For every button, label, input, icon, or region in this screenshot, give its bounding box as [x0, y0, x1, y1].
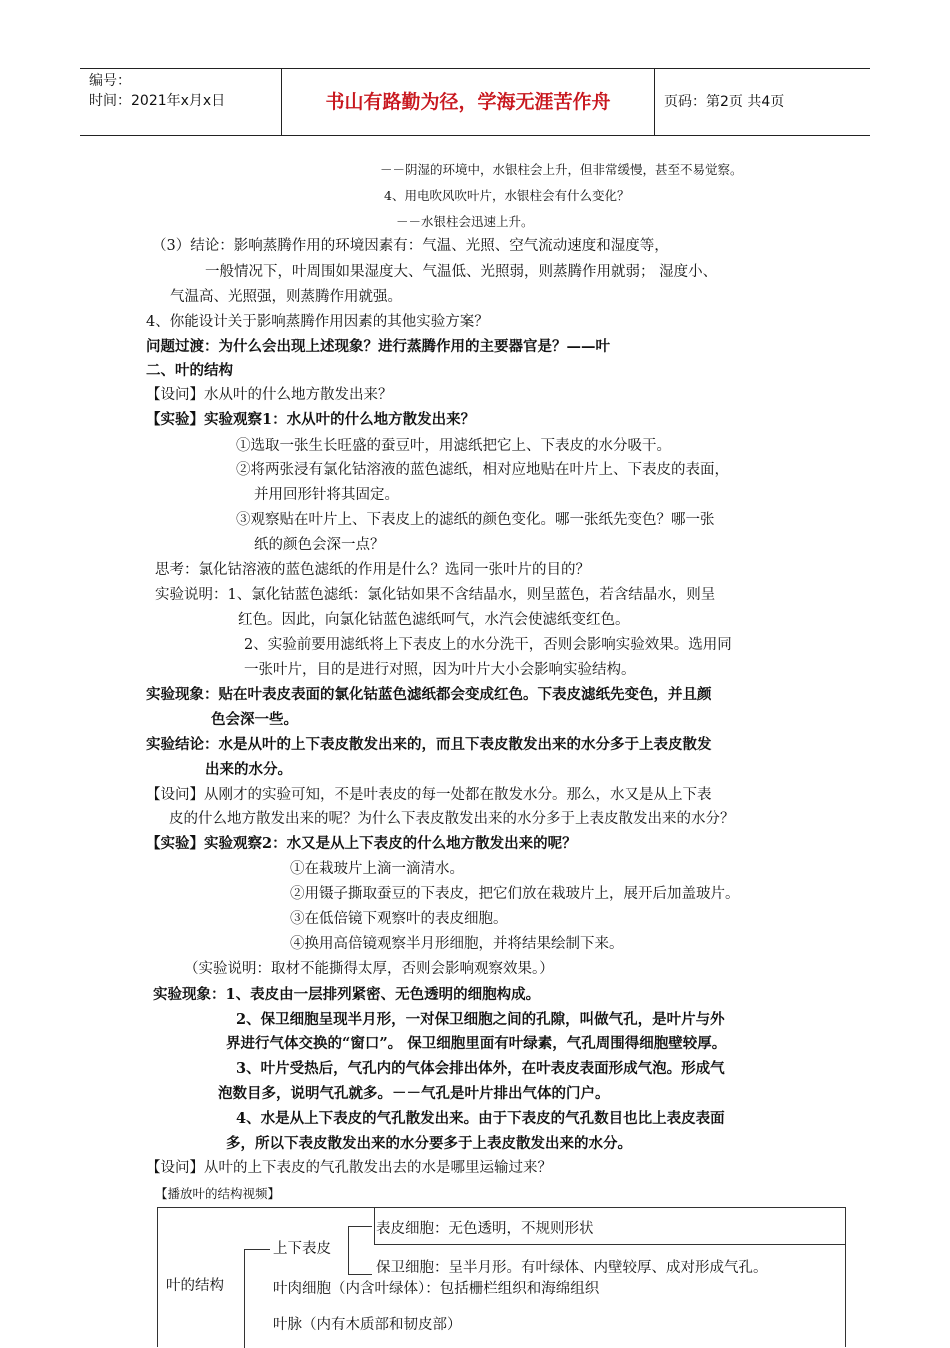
table-epidermal-cell: 表皮细胞：无色透明，不规则形状 — [376, 1221, 594, 1237]
experiment-phenomenon: 实验现象：1、表皮由一层排列紧密、无色透明的细胞构成。 — [153, 986, 541, 1003]
number-label: 编号： — [89, 73, 131, 89]
experiment-phenomenon: 实验现象：贴在叶表皮表面的氯化钴蓝色滤纸都会变成红色。下表皮滤纸先变色，并且颜 — [146, 686, 712, 703]
text-line: 出来的水分。 — [205, 761, 292, 778]
time-label: 时间：2021年x月x日 — [89, 93, 226, 109]
text-line: 一张叶片，目的是进行对照，因为叶片大小会影响实验结构。 — [244, 662, 636, 678]
text-line: 红色。因此，向氯化钴蓝色滤纸呵气，水汽会使滤纸变红色。 — [238, 612, 630, 628]
leaf-structure-table — [157, 1207, 846, 1347]
page-number: 页码：第2页 共4页 — [664, 94, 785, 110]
text-line: 多，所以下表皮散发出来的水分要多于上表皮散发出来的水分。 — [226, 1135, 632, 1152]
header-motto: 书山有路勤为径，学海无涯苦作舟 — [282, 69, 655, 135]
text-line: 色会深一些。 — [211, 711, 298, 728]
text-line: 4、你能设计关于影响蒸腾作用因素的其他实验方案？ — [146, 314, 489, 330]
text-line: 泡数目多，说明气孔就多。－－气孔是叶片排出气体的门户。 — [218, 1085, 610, 1102]
experiment-heading: 【实验】实验观察2：水又是从上下表皮的什么地方散发出来的呢？ — [146, 835, 577, 852]
text-line: －－水银柱会迅速上升。 — [396, 214, 534, 229]
text-line: 2、保卫细胞呈现半月形，一对保卫细胞之间的孔隙，叫做气孔，是叶片与外 — [236, 1011, 725, 1028]
bracket-connector — [244, 1249, 270, 1250]
text-line: 纸的颜色会深一点？ — [254, 537, 385, 553]
text-line: 4、水是从上下表皮的气孔散发出来。由于下表皮的气孔数目也比上表皮表面 — [236, 1110, 725, 1127]
table-epidermis-label: 上下表皮 — [273, 1241, 331, 1257]
text-line: ②将两张浸有氯化钴溶液的蓝色滤纸，相对应地贴在叶片上、下表皮的表面， — [236, 462, 729, 478]
question-transition: 问题过渡：为什么会出现上述现象？进行蒸腾作用的主要器官是？——叶 — [146, 338, 610, 355]
text-line: ④换用高倍镜观察半月形细胞，并将结果绘制下来。 — [290, 936, 624, 952]
header-meta — [80, 69, 282, 135]
page-header — [80, 68, 870, 136]
sub-bracket-connector — [348, 1226, 372, 1227]
cell-divider — [374, 1244, 845, 1245]
experiment-heading: 【实验】实验观察1：水从叶的什么地方散发出来？ — [146, 411, 476, 428]
bracket-vertical — [244, 1249, 245, 1348]
text-line: －－阴湿的环境中，水银柱会上升，但非常缓慢，甚至不易觉察。 — [380, 162, 743, 177]
text-line: ①在栽玻片上滴一滴清水。 — [290, 861, 464, 877]
text-line: 并用回形针将其固定。 — [254, 487, 399, 503]
text-line: 【播放叶的结构视频】 — [155, 1186, 281, 1201]
text-line: （3）结论：影响蒸腾作用的环境因素有：气温、光照、空气流动速度和湿度等， — [152, 238, 669, 254]
sub-bracket-vertical — [348, 1226, 349, 1275]
text-line: 3、叶片受热后，气孔内的气体会排出体外，在叶表皮表面形成气泡。形成气 — [236, 1060, 725, 1077]
text-line: 2、实验前要用滤纸将上下表皮上的水分洗干，否则会影响实验效果。选用同 — [244, 637, 732, 653]
text-line: 实验说明：1、氯化钴蓝色滤纸：氯化钴如果不含结晶水，则呈蓝色，若含结晶水，则呈 — [155, 587, 716, 603]
text-line: 一般情况下，叶周围如果湿度大、气温低、光照弱，则蒸腾作用就弱； 湿度小、 — [205, 264, 718, 280]
text-line: ③在低倍镜下观察叶的表皮细胞。 — [290, 911, 508, 927]
text-line: 界进行气体交换的“窗口”。 保卫细胞里面有叶绿素，气孔周围得细胞壁较厚。 — [226, 1035, 727, 1052]
table-root-label: 叶的结构 — [166, 1278, 224, 1294]
section-heading: 二、叶的结构 — [146, 362, 233, 379]
text-line: ③观察贴在叶片上、下表皮上的滤纸的颜色变化。哪一张纸先变色？哪一张 — [236, 512, 715, 528]
table-mesophyll: 叶肉细胞（内含叶绿体）：包括栅栏组织和海绵组织 — [273, 1281, 600, 1297]
text-line: ①选取一张生长旺盛的蚕豆叶，用滤纸把它上、下表皮的水分吸干。 — [236, 438, 671, 454]
sub-bracket-connector — [348, 1274, 372, 1275]
text-line: 【设问】从刚才的实验可知，不是叶表皮的每一处都在散发水分。那么，水又是从上下表 — [146, 787, 712, 803]
table-vein: 叶脉（内有木质部和韧皮部） — [273, 1317, 462, 1333]
text-line: ②用镊子撕取蚕豆的下表皮，把它们放在栽玻片上，展开后加盖玻片。 — [290, 886, 740, 902]
table-guard-cell: 保卫细胞：呈半月形。有叶绿体、内壁较厚、成对形成气孔。 — [376, 1260, 768, 1276]
text-line: 皮的什么地方散发出来的呢？为什么下表皮散发出来的水分多于上表皮散发出来的水分？ — [169, 811, 735, 827]
text-line: 4、用电吹风吹叶片，水银柱会有什么变化？ — [384, 188, 630, 203]
experiment-conclusion: 实验结论：水是从叶的上下表皮散发出来的，而且下表皮散发出来的水分多于上表皮散发 — [146, 736, 712, 753]
text-line: （实验说明：取材不能撕得太厚，否则会影响观察效果。） — [184, 961, 554, 977]
text-line: 【设问】从叶的上下表皮的气孔散发出去的水是哪里运输过来？ — [146, 1160, 552, 1176]
cell-divider — [374, 1208, 375, 1244]
text-line: 思考：氯化钴溶液的蓝色滤纸的作用是什么？选同一张叶片的目的？ — [155, 562, 590, 578]
text-line: 【设问】水从叶的什么地方散发出来？ — [146, 387, 393, 403]
text-line: 气温高、光照强，则蒸腾作用就强。 — [170, 289, 402, 305]
